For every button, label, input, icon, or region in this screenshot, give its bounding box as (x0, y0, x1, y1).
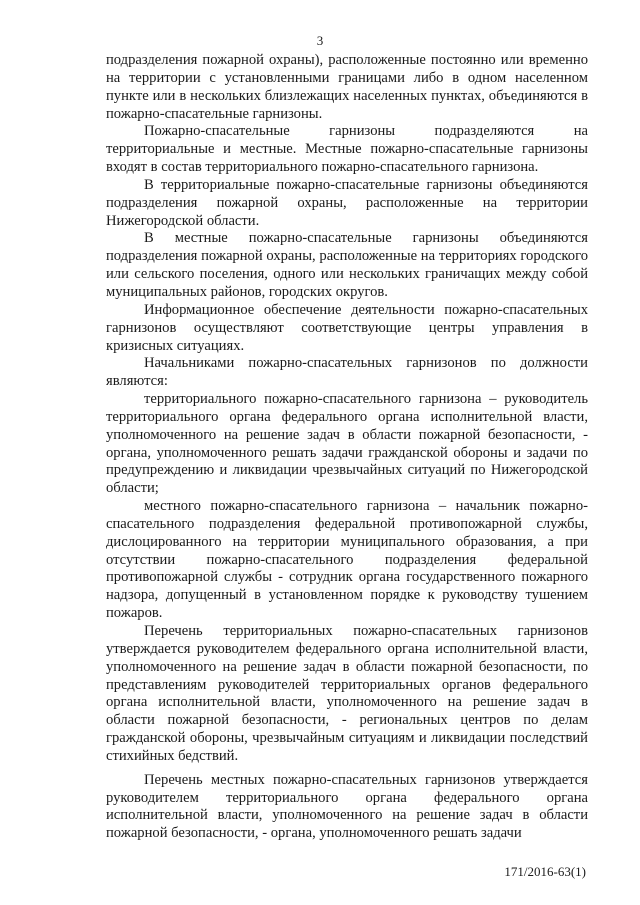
document-code: 171/2016-63(1) (504, 864, 586, 879)
paragraph-9: Перечень территориальных пожарно-спасательных гарнизонов утверждается руководителем федерального органа исполнительной власти, уполномоченного на решение задач в области пожарной безопасности, по представлениям руководителей территориальных органов федерального органа исполнительной власти, уполномоченного на решение задач в области пожарной безопасности, - региональных центров по делам гражданской обороны, чрезвычайным ситуациям и ликвидации последствий стихийных бедствий. (106, 623, 588, 764)
list-item-territorial-garrison: территориального пожарно-спасательного гарнизона – руководитель территориального органа федерального органа исполнительной власти, уполномоченного на решение задач в области пожарной безопасности, - органа, уполномоченного решать задачи гражданской обороны и задачи по предупреждению и ликвидации чрезвычайных ситуаций по Нижегородской области; (106, 391, 588, 497)
paragraph-6: Начальниками пожарно-спасательных гарнизонов по должности являются: (106, 355, 588, 390)
paragraph-4: В местные пожарно-спасательные гарнизоны объединяются подразделения пожарной охраны, расположенные на территориях городского или сельского поселения, одного или нескольких граничащих между собой муниципальных районов, городских округов. (106, 230, 588, 300)
document-body (106, 52, 588, 843)
paragraph-3: В территориальные пожарно-спасательные гарнизоны объединяются подразделения пожарной охраны, расположенные на территории Нижегородской области. (106, 176, 588, 229)
paragraph-2: Пожарно-спасательные гарнизоны подразделяются на территориальные и местные. Местные пожарно-спасательные гарнизоны входят в состав территориального пожарно-спасательного гарнизона. (106, 123, 588, 176)
paragraph-5: Информационное обеспечение деятельности пожарно-спасательных гарнизонов осуществляют соответствующие центры управления в кризисных ситуациях. (106, 301, 588, 354)
list-item-local-garrison: местного пожарно-спасательного гарнизона – начальник пожарно-спасательного подразделения федеральной противопожарной службы, дислоцированного на территории муниципального образования, а при отсутствии пожарно-спасательного подразделения федеральной противопожарной службы - сотрудник органа государственного пожарного надзора, допущенный в установленном порядке к руководству тушением пожаров. (106, 498, 588, 622)
paragraph-10: Перечень местных пожарно-спасательных гарнизонов утверждается руководителем территориального органа федерального органа исполнительной власти, уполномоченного на решение задач в области пожарной безопасности, - органа, уполномоченного решать задачи (106, 771, 588, 842)
paragraph-1: подразделения пожарной охраны), расположенные постоянно или временно на территории с установленными границами либо в одном населенном пункте или в нескольких близлежащих населенных пунктах, объединяются в пожарно-спасательные гарнизоны. (106, 52, 588, 122)
page-number: 3 (316, 33, 324, 48)
